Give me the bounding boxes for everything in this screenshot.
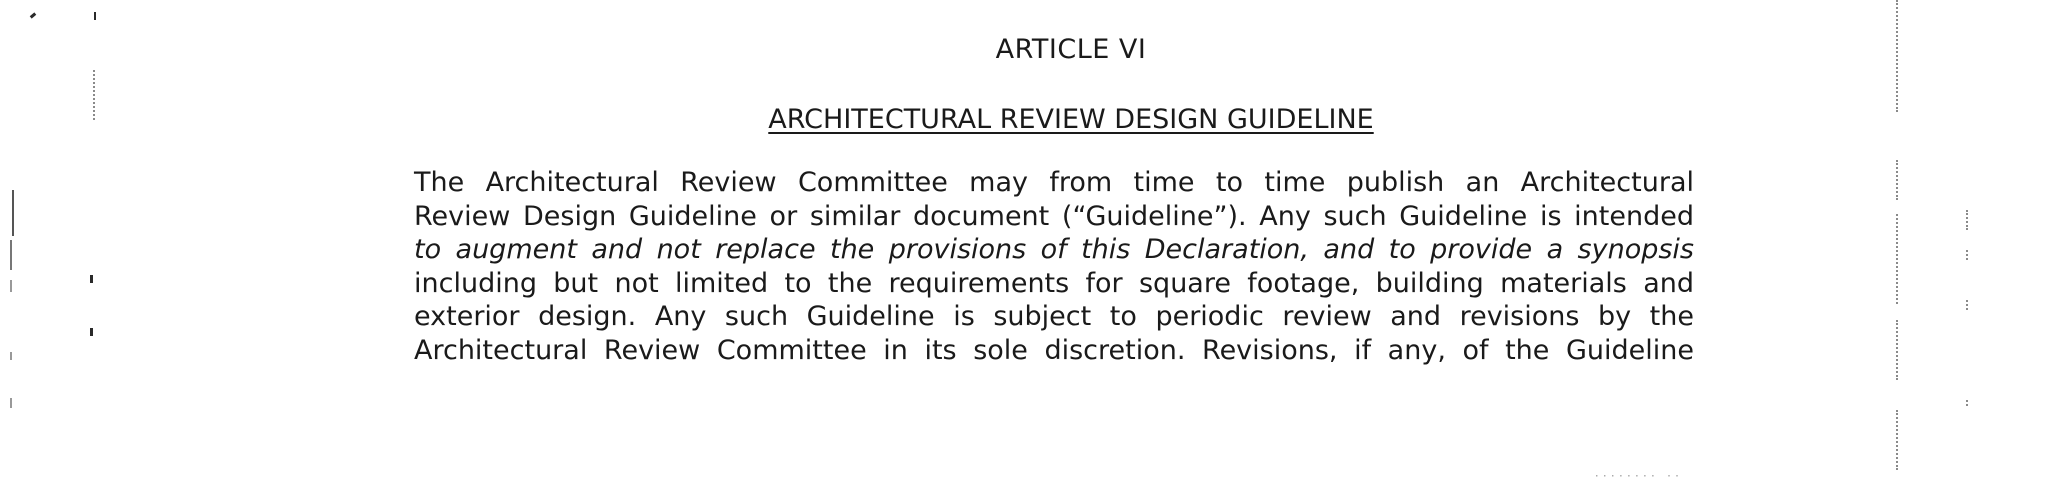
scan-dotted-line (1896, 160, 1898, 200)
scan-dotted-line (1896, 320, 1898, 380)
section-heading: ARCHITECTURAL REVIEW DESIGN GUIDELINE (768, 104, 1374, 135)
scan-mark (10, 280, 12, 292)
paragraph-line: including but not limited to the requirements for square footage, building materials and (414, 267, 1694, 299)
paragraph-line: Architectural Review Committee in its sole discretion. Revisions, if any, of the Guideline (414, 334, 1694, 366)
scan-mark (90, 328, 93, 336)
scan-dotted-line (1966, 300, 1968, 310)
paragraph-line: exterior design. Any such Guideline is subject to periodic review and revisions by the (414, 301, 1694, 332)
scan-mark (94, 12, 96, 20)
scan-mark (30, 12, 37, 18)
article-title: ARTICLE VI (995, 34, 1147, 65)
paragraph-line: The Architectural Review Committee may from time to time publish an Architectural (414, 167, 1694, 198)
scan-dotted-line (1896, 410, 1898, 470)
scan-mark (10, 240, 12, 270)
scan-dotted-line (1966, 400, 1968, 406)
paragraph-line: to augment and not replace the provisions of this Declaration, and to provide a synopsis (414, 234, 1694, 265)
scan-dotted-line (1966, 250, 1968, 260)
scan-mark (90, 275, 93, 283)
scan-mark (10, 398, 12, 408)
footer-stamp: ········ ·· (1593, 471, 1682, 482)
scan-mark (12, 190, 14, 236)
scan-dotted-line (1966, 210, 1968, 230)
paragraph-line: Review Design Guideline or similar document (“Guideline”). Any such Guideline is intended (414, 200, 1694, 232)
scan-mark (10, 352, 12, 360)
scan-dotted-line (1896, 214, 1898, 304)
body-paragraph (414, 166, 1694, 367)
